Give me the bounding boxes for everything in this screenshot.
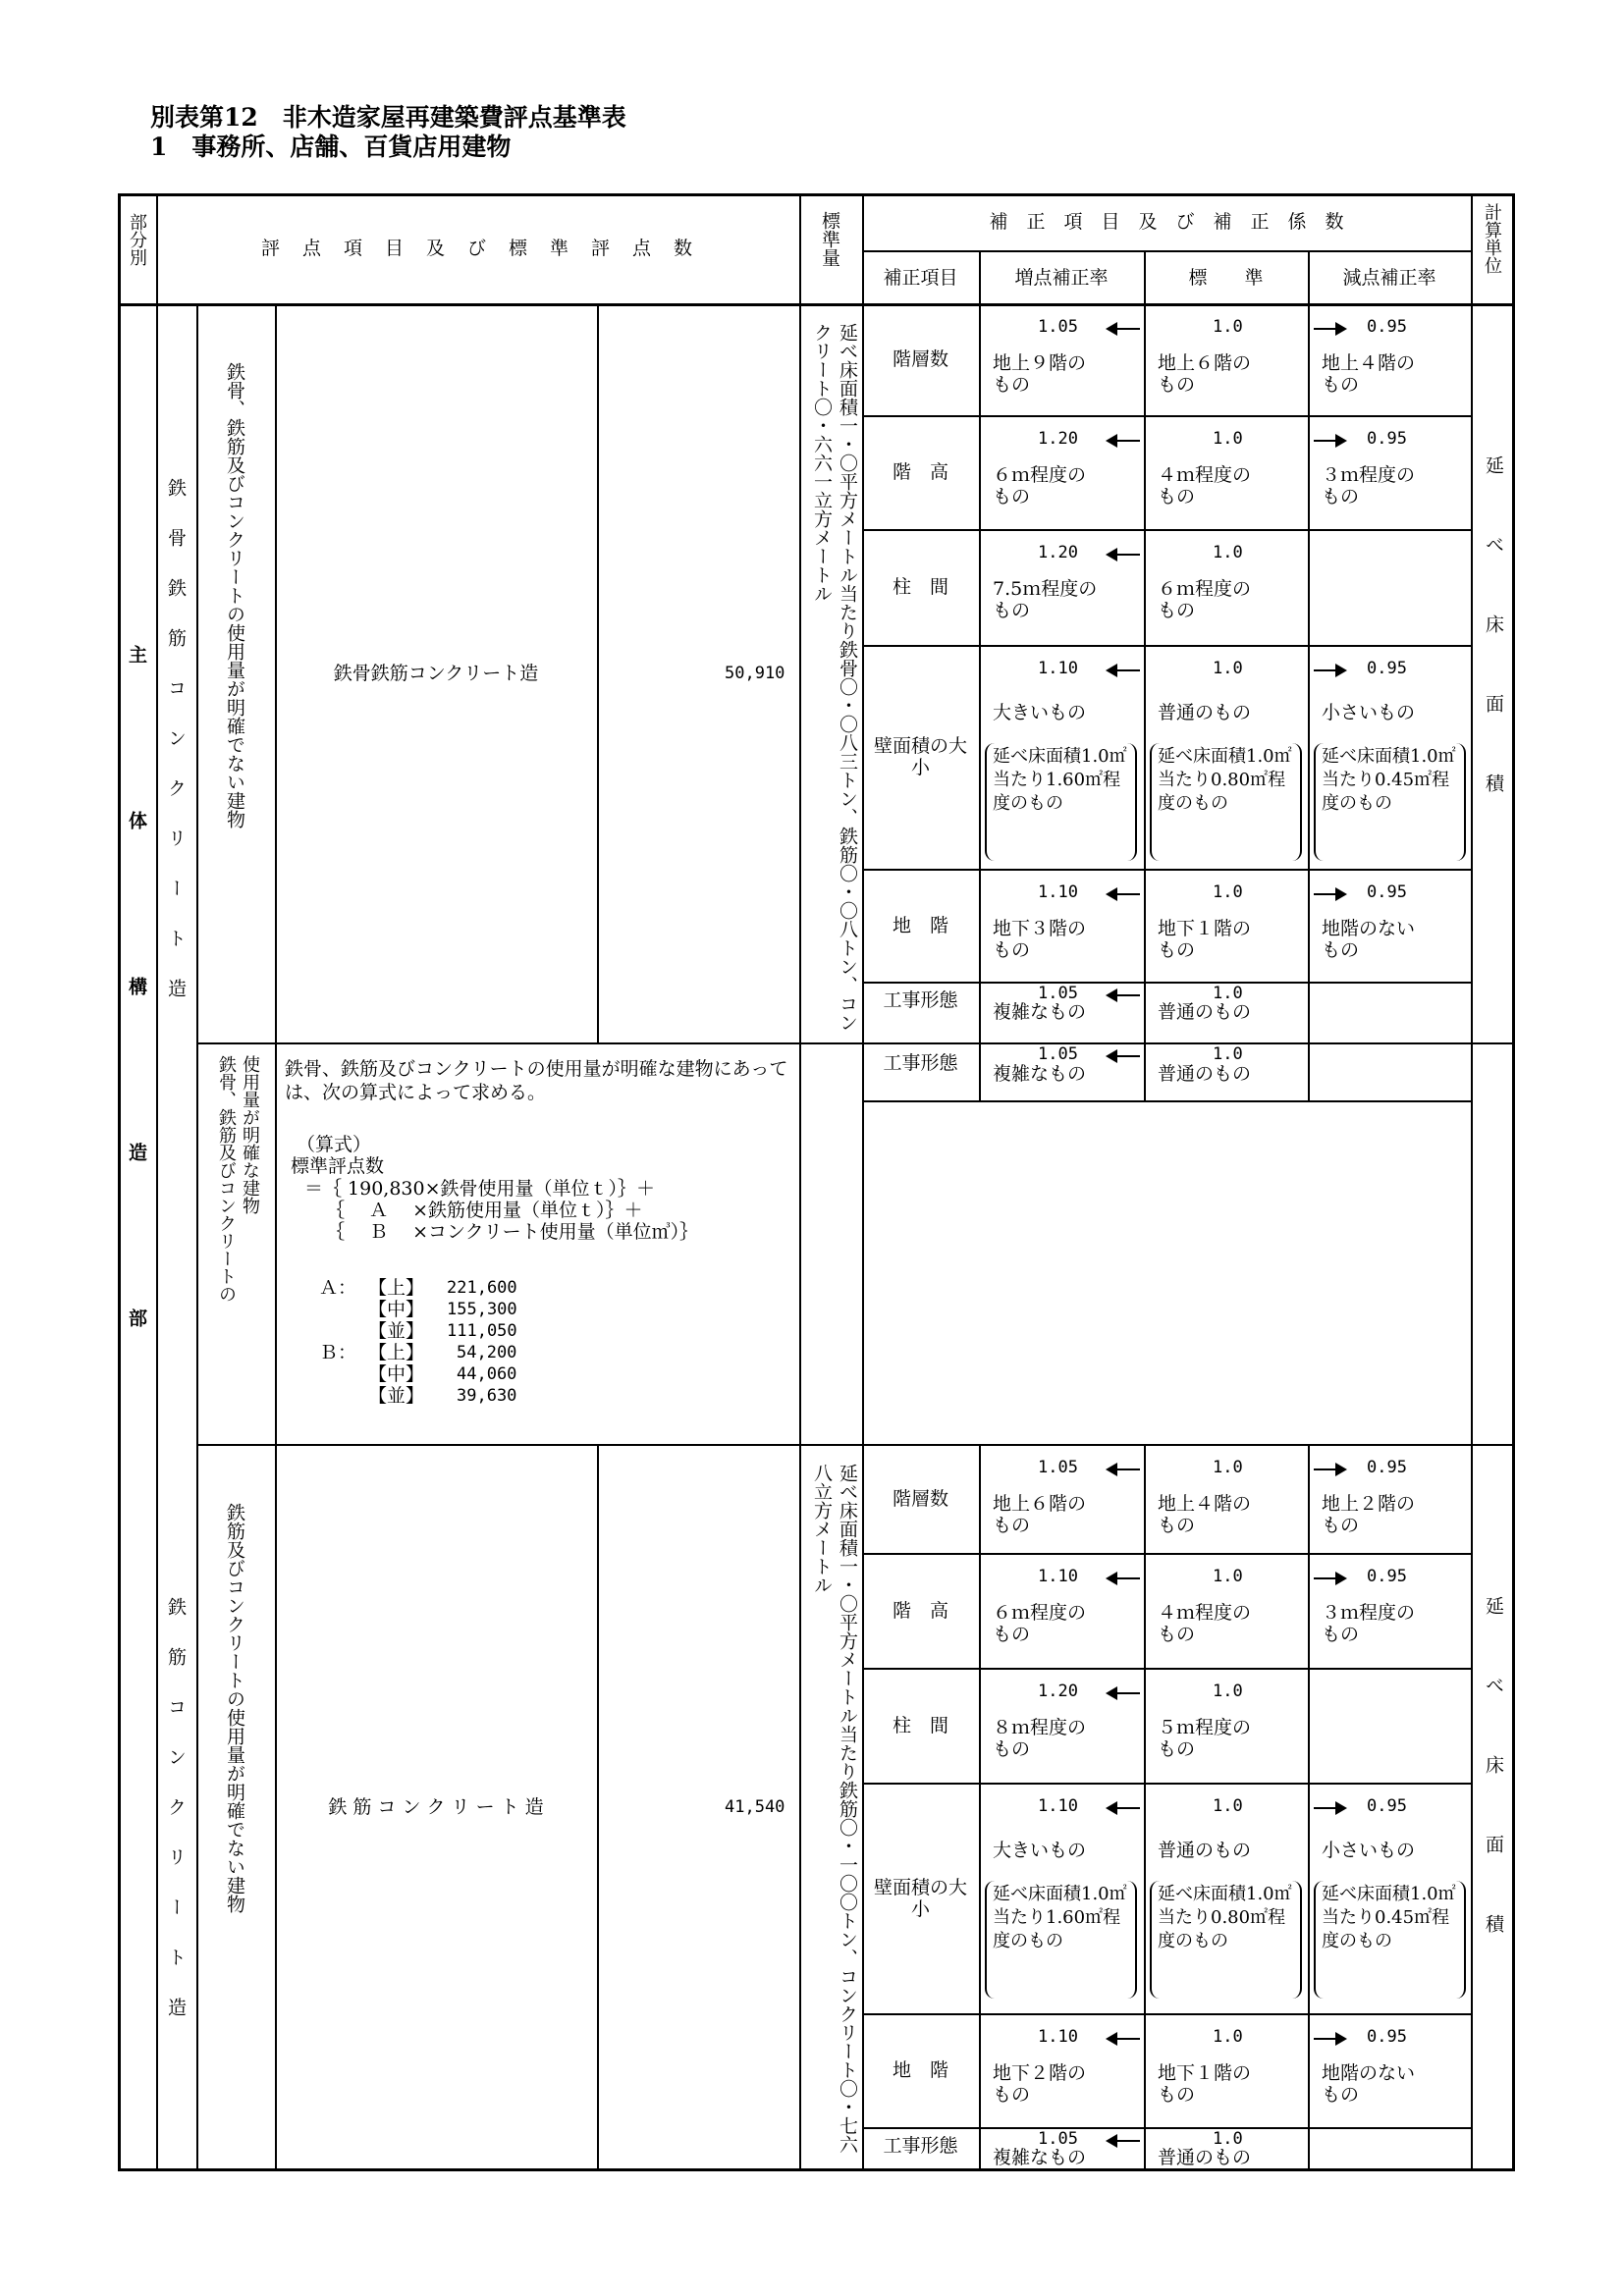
rc-std-text: 地下１階のもの	[1158, 2062, 1252, 2106]
rc-minus-arrow	[1314, 1807, 1345, 1809]
grid-line	[862, 645, 1471, 647]
src-plus-factor: 1.20	[1038, 543, 1078, 562]
src-minus-factor: 0.95	[1367, 659, 1407, 678]
grid-line	[196, 1042, 1515, 1044]
src-std-box-text: 延べ床面積1.0㎡当たり0.80㎡程度のもの	[1158, 746, 1292, 814]
src-sub-label: 鉄骨、鉄筋及びコンクリートの使用量が明確でない建物	[224, 362, 245, 828]
src-score: 50,910	[725, 664, 785, 683]
a-grade: 【中】	[368, 1299, 425, 1320]
a-grade: 【上】	[368, 1277, 425, 1299]
src-plus-factor: 1.10	[1038, 882, 1078, 902]
rc-plus-factor: 1.05	[1038, 2129, 1078, 2149]
b-grade: 【中】	[368, 1363, 425, 1385]
grid-line	[1512, 193, 1515, 2171]
src-std-text: ６ｍ程度のもの	[1158, 578, 1252, 621]
header-hyoten: 評 点 項 目 及 び 標 準 評 点 数	[260, 238, 694, 259]
src-known-intro: 鉄骨、鉄筋及びコンクリートの使用量が明確な建物にあっては、次の算式によって求める。	[285, 1058, 788, 1103]
shutai-label: 主体構造部	[126, 645, 147, 1474]
src-unit: 延べ床面積	[1483, 455, 1504, 853]
formula-label: （算式）	[297, 1134, 372, 1155]
header-hosei-komoku: 補正項目	[883, 267, 958, 289]
src-plus-arrow	[1108, 669, 1140, 671]
rc-std-text: 普通のもの	[1158, 1840, 1252, 1861]
src-known-label-a: 鉄骨、鉄筋及びコンクリートの	[216, 1055, 237, 1303]
rc-sub-label: 鉄筋及びコンクリートの使用量が明確でない建物	[224, 1503, 245, 1913]
src-std-factor: 1.0	[1213, 317, 1243, 337]
rc-row-item: 工事形態	[883, 2135, 958, 2157]
grid-line	[275, 303, 277, 1444]
src-std-text: 普通のもの	[1158, 1001, 1252, 1023]
formula-line-1: ＝｛ 190,830×鉄骨使用量（単位ｔ）｝＋	[304, 1178, 656, 1200]
grid-line	[862, 1100, 1471, 1102]
rc-std-text: ４ｍ程度のもの	[1158, 1602, 1252, 1645]
grid-line	[862, 1783, 1471, 1785]
rc-minus-factor: 0.95	[1367, 2027, 1407, 2047]
grid-line	[1308, 303, 1310, 1042]
src-plus-factor: 1.05	[1038, 984, 1078, 1003]
rc-plus-factor: 1.20	[1038, 1682, 1078, 1701]
document-title: 別表第12 非木造家屋再建築費評点基準表	[150, 103, 626, 132]
grid-line	[1308, 1444, 1310, 2170]
grid-line	[196, 303, 198, 2170]
rc-minus-factor: 0.95	[1367, 1567, 1407, 1586]
src-row-item: 柱 間	[892, 576, 948, 598]
src-std-factor: 1.0	[1213, 659, 1243, 678]
src-row-item: 工事形態	[883, 989, 958, 1011]
src-minus-text: ３ｍ程度のもの	[1322, 464, 1416, 507]
src-row-item: 階 高	[892, 461, 948, 483]
formula-head: 標準評点数	[291, 1155, 385, 1177]
grid-line	[862, 1668, 1471, 1670]
b-value: 44,060	[457, 1364, 517, 1384]
src-minus-arrow	[1314, 440, 1345, 442]
src-plus-factor: 1.05	[1038, 317, 1078, 337]
rc-plus-box-text: 延べ床面積1.0㎡当たり1.60㎡程度のもの	[993, 1884, 1127, 1951]
rc-plus-factor: 1.10	[1038, 1567, 1078, 1586]
grid-line	[862, 2013, 1471, 2015]
rc-plus-text: 大きいもの	[993, 1840, 1087, 1861]
rc-std-qty: 延べ床面積一・〇平方メートル当たり鉄筋〇・一〇〇トン、コンクリート〇・七六八立方メートル	[811, 1464, 858, 2154]
grid-line	[1308, 1042, 1310, 1100]
rc-row-item: 地 階	[892, 2059, 948, 2081]
src-plus-arrow	[1108, 994, 1140, 996]
rc-minus-text: 小さいもの	[1322, 1840, 1416, 1861]
src-std-factor: 1.0	[1213, 429, 1243, 449]
a-value: 111,050	[447, 1321, 517, 1341]
b-grade: 【並】	[368, 1385, 425, 1407]
rc-plus-factor: 1.10	[1038, 1796, 1078, 1816]
grid-line	[118, 303, 1515, 306]
rc-minus-box-text: 延べ床面積1.0㎡当たり0.45㎡程度のもの	[1322, 1884, 1456, 1951]
b-value: 39,630	[457, 1386, 517, 1406]
header-hosei-group: 補 正 項 目 及 び 補 正 係 数	[989, 211, 1344, 233]
src-plus-arrow	[1108, 893, 1140, 895]
rc-minus-arrow	[1314, 2038, 1345, 2040]
src-known-row-item: 工事形態	[883, 1052, 958, 1074]
src-std-text: 地下１階のもの	[1158, 918, 1252, 961]
rc-plus-text: 地上６階のもの	[993, 1493, 1087, 1536]
rc-minus-factor: 0.95	[1367, 1796, 1407, 1816]
grid-line	[979, 1042, 981, 1100]
src-std-factor: 1.0	[1213, 882, 1243, 902]
grid-line	[1471, 193, 1473, 2170]
grid-line	[118, 193, 121, 2171]
header-zouten: 増点補正率	[1014, 267, 1109, 289]
rc-plus-arrow	[1108, 2038, 1140, 2040]
src-plus-box-text: 延べ床面積1.0㎡当たり1.60㎡程度のもの	[993, 746, 1127, 814]
src-plus-text: 地下３階のもの	[993, 918, 1087, 961]
rc-std-factor: 1.0	[1213, 1682, 1243, 1701]
rc-std-factor: 1.0	[1213, 1458, 1243, 1477]
src-std-text: 地上６階のもの	[1158, 352, 1252, 396]
src-group-label: 鉄骨鉄筋コンクリート造	[165, 478, 187, 1029]
rc-row-item: 柱 間	[892, 1714, 948, 1736]
grid-line	[862, 869, 1471, 871]
grid-line	[196, 1444, 1515, 1446]
src-plus-factor: 1.10	[1038, 659, 1078, 678]
rc-plus-text: ６ｍ程度のもの	[993, 1602, 1087, 1645]
rc-row-item: 階層数	[892, 1487, 948, 1510]
src-minus-text: 地上４階のもの	[1322, 352, 1416, 396]
src-plus-text: 地上９階のもの	[993, 352, 1087, 396]
rc-plus-factor: 1.05	[1038, 1458, 1078, 1477]
grid-line	[862, 1553, 1471, 1555]
src-item: 鉄骨鉄筋コンクリート造	[333, 663, 539, 684]
src-known-plus-arrow	[1108, 1055, 1140, 1057]
rc-plus-arrow	[1108, 2140, 1140, 2142]
src-std-text: ４ｍ程度のもの	[1158, 464, 1252, 507]
grid-line	[862, 415, 1471, 417]
grid-line	[862, 529, 1471, 531]
grid-line	[1144, 1042, 1146, 1100]
header-keisan-tani: 計算単位	[1482, 203, 1502, 274]
rc-plus-text: 複雑なもの	[993, 2147, 1087, 2168]
src-known-plus-factor: 1.05	[1038, 1044, 1078, 1064]
grid-line	[597, 1444, 599, 2170]
grid-line	[597, 303, 599, 1042]
src-row-item: 階層数	[892, 348, 948, 370]
src-minus-arrow	[1314, 328, 1345, 330]
src-plus-arrow	[1108, 328, 1140, 330]
header-bubetsu: 部分別	[127, 213, 147, 266]
src-plus-arrow	[1108, 554, 1140, 556]
rc-score: 41,540	[725, 1797, 785, 1817]
formula-line-3: ｛ Ｂ ×コンクリート使用量（単位㎥）｝	[326, 1221, 699, 1243]
rc-minus-text: ３ｍ程度のもの	[1322, 1602, 1416, 1645]
src-std-qty: 延べ床面積一・〇平方メートル当たり鉄骨〇・〇八三トン、鉄筋〇・〇八トン、コンクリート〇・六六一立方メートル	[811, 323, 858, 1032]
rc-minus-factor: 0.95	[1367, 1458, 1407, 1477]
src-row-item: 壁面積の大小	[874, 735, 968, 778]
grid-line	[156, 303, 158, 2170]
header-genten: 減点補正率	[1342, 267, 1436, 289]
grid-line	[979, 303, 981, 1042]
a-value: 221,600	[447, 1278, 517, 1298]
src-std-text: 普通のもの	[1158, 702, 1252, 723]
rc-item: 鉄 筋 コ ン ク リ ー ト 造	[328, 1796, 544, 1818]
src-minus-factor: 0.95	[1367, 317, 1407, 337]
header-hyojun: 標 準	[1188, 267, 1264, 289]
grid-line	[862, 250, 1471, 252]
rc-plus-arrow	[1108, 1577, 1140, 1579]
rc-std-factor: 1.0	[1213, 2129, 1243, 2149]
rc-plus-text: ８ｍ程度のもの	[993, 1717, 1087, 1760]
rc-row-item: 壁面積の大小	[874, 1876, 968, 1920]
rc-minus-text: 地上２階のもの	[1322, 1493, 1416, 1536]
grid-line	[118, 193, 1515, 196]
b-grade: 【上】	[368, 1342, 425, 1363]
src-minus-arrow	[1314, 669, 1345, 671]
src-known-std-text: 普通のもの	[1158, 1063, 1252, 1085]
src-std-factor: 1.0	[1213, 543, 1243, 562]
formula-line-2: ｛ Ａ ×鉄筋使用量（単位ｔ）｝＋	[326, 1200, 643, 1221]
b-label: Ｂ：	[319, 1342, 357, 1363]
src-minus-box-text: 延べ床面積1.0㎡当たり0.45㎡程度のもの	[1322, 746, 1456, 814]
src-std-factor: 1.0	[1213, 984, 1243, 1003]
src-known-plus-text: 複雑なもの	[993, 1063, 1087, 1085]
src-minus-text: 地階のないもの	[1322, 918, 1416, 961]
rc-std-text: 普通のもの	[1158, 2147, 1252, 2168]
a-value: 155,300	[447, 1300, 517, 1319]
src-plus-text: 7.5ｍ程度のもの	[993, 578, 1098, 621]
src-plus-text: 複雑なもの	[993, 1001, 1087, 1023]
rating-table	[118, 193, 1515, 2171]
src-minus-arrow	[1314, 893, 1345, 895]
grid-line	[979, 1444, 981, 2170]
rc-unit: 延べ床面積	[1483, 1596, 1504, 1994]
rc-minus-arrow	[1314, 1577, 1345, 1579]
rc-row-item: 階 高	[892, 1599, 948, 1622]
src-minus-factor: 0.95	[1367, 882, 1407, 902]
rc-std-factor: 1.0	[1213, 1567, 1243, 1586]
rc-plus-text: 地下２階のもの	[993, 2062, 1087, 2106]
rc-std-box-text: 延べ床面積1.0㎡当たり0.80㎡程度のもの	[1158, 1884, 1292, 1951]
grid-line	[1144, 1444, 1146, 2170]
rc-plus-arrow	[1108, 1468, 1140, 1470]
grid-line	[118, 2168, 1515, 2171]
rc-std-text: ５ｍ程度のもの	[1158, 1717, 1252, 1760]
a-grade: 【並】	[368, 1320, 425, 1342]
src-plus-text: 大きいもの	[993, 702, 1087, 723]
src-known-label-b: 使用量が明確な建物	[240, 1055, 260, 1214]
document-subtitle: 1 事務所、店舗、百貨店用建物	[150, 133, 512, 161]
src-plus-text: ６ｍ程度のもの	[993, 464, 1087, 507]
src-plus-factor: 1.20	[1038, 429, 1078, 449]
rc-plus-arrow	[1108, 1807, 1140, 1809]
grid-line	[862, 982, 1471, 984]
rc-std-factor: 1.0	[1213, 1796, 1243, 1816]
rc-minus-arrow	[1314, 1468, 1345, 1470]
b-value: 54,200	[457, 1343, 517, 1362]
rc-plus-factor: 1.10	[1038, 2027, 1078, 2047]
grid-line	[862, 2127, 1471, 2129]
rc-std-factor: 1.0	[1213, 2027, 1243, 2047]
src-row-item: 地 階	[892, 914, 948, 936]
grid-line	[862, 193, 864, 2170]
rc-group-label: 鉄筋コンクリート造	[165, 1597, 187, 2048]
header-hyojun-ryo: 標準量	[819, 211, 840, 267]
rc-plus-arrow	[1108, 1692, 1140, 1694]
grid-line	[1144, 303, 1146, 1042]
src-plus-arrow	[1108, 440, 1140, 442]
rc-minus-text: 地階のないもの	[1322, 2062, 1416, 2106]
src-minus-text: 小さいもの	[1322, 702, 1416, 723]
src-known-std-factor: 1.0	[1213, 1044, 1243, 1064]
grid-line	[799, 193, 801, 2170]
a-label: Ａ：	[319, 1277, 357, 1299]
src-minus-factor: 0.95	[1367, 429, 1407, 449]
rc-std-text: 地上４階のもの	[1158, 1493, 1252, 1536]
